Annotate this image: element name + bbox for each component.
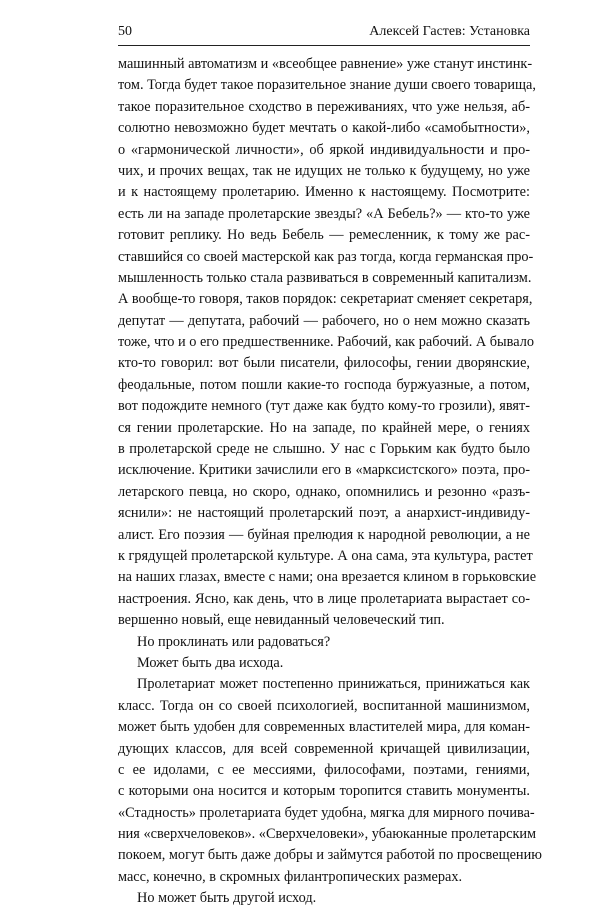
text-line: Но может быть другой исход. xyxy=(137,890,317,907)
text-line: на наших глазах, вместе с нами; она врезается клином в горьковские xyxy=(118,569,537,586)
body-text xyxy=(118,54,542,910)
text-line: вершенно новый, еще невиданный человеческий тип. xyxy=(118,612,445,629)
text-line: и к настоящему пролетарию. Именно к настоящему. Посмотрите: xyxy=(118,184,530,201)
text-line: исключение. Критики зачислили его в «марксистского» поэта, про- xyxy=(118,462,530,479)
text-line: машинный автоматизм и «всеобщее равнение» уже станут инстинк- xyxy=(118,56,533,72)
text-line: мышленность только стала развиваться в современный капитализм. xyxy=(118,269,532,286)
text-line: тоже, что и о его предшественнике. Рабочий, как рабочий. А бывало xyxy=(118,334,534,351)
text-line: вот подождите немного (тут даже как будто кому-то грозили), явят- xyxy=(118,398,530,415)
text-line: кто-то говорил: вот были писатели, философы, гении дворянские, xyxy=(118,355,530,372)
text-line: депутат — депутата, рабочий — рабочего, но о нем можно сказать xyxy=(118,312,530,329)
text-line: том. Тогда будет такое поразительное знание души своего товарища, xyxy=(118,77,536,94)
text-line: ся гении пролетарские. Но на западе, по крайней мере, о гениях xyxy=(118,419,530,436)
running-title: Алексей Гастев: Установка xyxy=(369,24,530,39)
text-line: летарского певца, но скоро, однако, опомнились и резонно «разъ- xyxy=(118,483,530,500)
text-line: покоем, могут быть даже добры и займутся работой по просвещению xyxy=(118,847,542,864)
text-line: солютно невозможно будет мечтать о какой-либо «самобытности», xyxy=(118,120,530,137)
text-line: ния «сверхчеловеков». «Сверхчеловеки», убаюканные пролетарским xyxy=(118,826,537,843)
text-line: с ее идолами, с ее мессиями, философами, поэтами, гениями, xyxy=(118,761,530,778)
text-line: чих, и прочих вещах, так не идущих не только к будущему, но уже xyxy=(118,162,530,179)
text-line: феодальные, потом пошли какие-то господа буржуазные, а потом, xyxy=(118,376,530,393)
text-line: в пролетарской среде не слышно. У нас с Горьким как будто было xyxy=(118,441,530,458)
text-line: настроения. Ясно, как день, что в лице пролетариата вырастает со- xyxy=(118,590,530,607)
header-rule xyxy=(118,45,530,46)
running-head xyxy=(118,23,530,45)
text-line: класс. Тогда он со своей психологией, воспитанной машинизмом, xyxy=(118,697,530,714)
text-line: может быть удобен для современных властителей мира, для коман- xyxy=(118,719,530,736)
text-line: Пролетариат может постепенно принижаться, принижаться как xyxy=(137,676,530,693)
text-line: «Стадность» пролетариата будет удобна, мягка для мирного почива- xyxy=(118,804,535,821)
text-line: яснили»: не настоящий пролетарский поэт, а анархист-индивиду- xyxy=(118,505,530,522)
text-line: дующих классов, для всей современной кричащей цивилизации, xyxy=(118,740,530,757)
text-line: Может быть два исхода. xyxy=(137,654,284,671)
text-line: к грядущей пролетарской культуре. А она сама, эта культура, растет xyxy=(118,547,533,564)
text-line: ставшийся со своей мастерской как раз тогда, когда германская про- xyxy=(118,248,534,265)
page-number: 50 xyxy=(118,24,132,39)
text-line: есть ли на западе пролетарские звезды? «А Бебель?» — кто-то уже xyxy=(118,205,530,222)
text-line: с которыми она носится и которым торопится ставить монументы. xyxy=(118,783,530,800)
text-line: о «гармонической личности», об яркой индивидуальности и про- xyxy=(118,141,530,158)
text-line: такое поразительное сходство в переживаниях, что уже нельзя, аб- xyxy=(118,98,530,115)
text-line: Но проклинать или радоваться? xyxy=(137,633,331,650)
text-line: готовит реплику. Но ведь Бебель — ремесленник, к тому же рас- xyxy=(118,227,530,244)
text-line: А вообще-то говоря, таков порядок: секретариат сменяет секретаря, xyxy=(118,291,533,308)
text-line: масс, конечно, в скромных филантропических размерах. xyxy=(118,868,463,885)
text-line: алист. Его поэзия — буйная прелюдия к народной революции, а не xyxy=(118,526,530,543)
